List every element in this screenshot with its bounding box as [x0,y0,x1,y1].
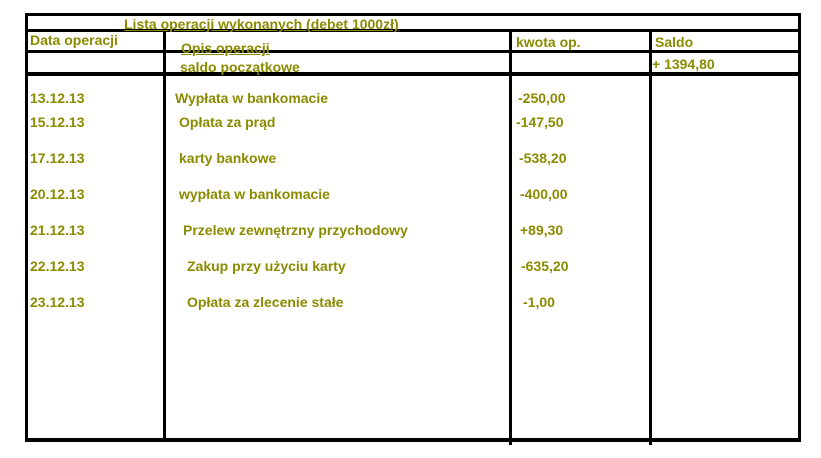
amount-column-divider [649,29,652,445]
header-date: Data operacji [30,32,118,48]
date-column-divider [163,29,166,442]
row-amount: -538,20 [519,150,567,166]
row-date: 20.12.13 [30,186,85,202]
row-date: 15.12.13 [30,114,85,130]
header-amount: kwota op. [516,34,581,50]
row-description: Przelew zewnętrzny przychodowy [183,222,408,238]
table-right-border [798,13,801,442]
table-left-border [25,13,28,442]
row-amount: +89,30 [520,222,564,238]
opening-balance-label: saldo początkowe [180,59,300,75]
row-amount: -1,00 [523,294,555,310]
row-date: 22.12.13 [30,258,85,274]
description-column-divider [509,29,512,445]
row-amount: -250,00 [518,90,566,106]
row-date: 21.12.13 [30,222,85,238]
row-description: Opłata za zlecenie stałe [187,294,344,310]
header-description: Opis operacji [181,40,270,56]
row-description: Wypłata w bankomacie [175,90,329,106]
row-description: Opłata za prąd [179,114,276,130]
header-row-divider [25,50,801,53]
header-balance: Saldo [655,34,694,50]
row-date: 17.12.13 [30,150,85,166]
opening-balance-value: + 1394,80 [652,56,715,72]
row-date: 13.12.13 [30,90,85,106]
row-date: 23.12.13 [30,294,85,310]
row-amount: -400,00 [520,186,568,202]
row-amount: -635,20 [521,258,569,274]
table-title: Lista operacji wykonanych (debet 1000zł) [124,16,399,32]
row-description: wypłata w bankomacie [179,186,330,202]
row-amount: -147,50 [516,114,564,130]
row-description: karty bankowe [179,150,277,166]
row-description: Zakup przy użyciu karty [187,258,346,274]
opening-row-divider [25,72,801,76]
table-bottom-border [25,438,801,442]
